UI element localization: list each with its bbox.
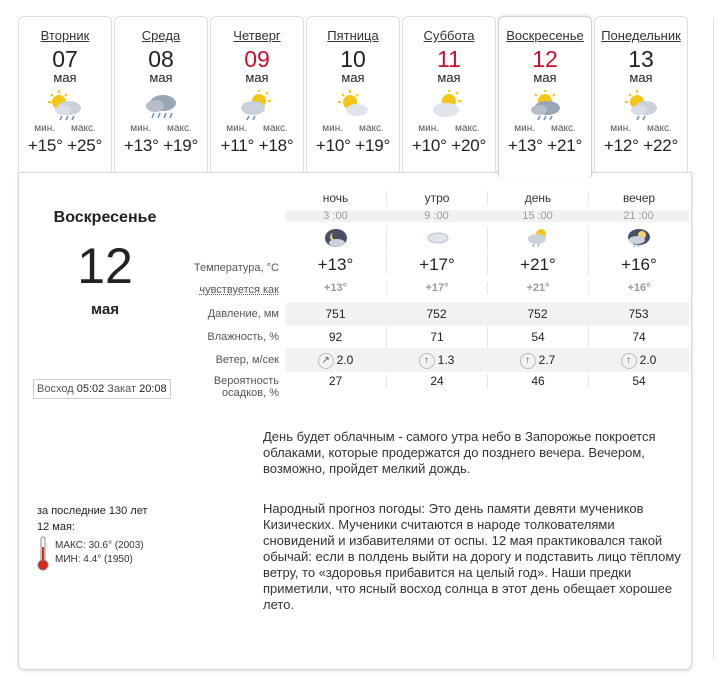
wind-value: 2.7: [538, 353, 556, 367]
sun-cloud-rain-icon: [19, 89, 111, 123]
humidity-label: Влажность, %: [207, 331, 279, 343]
sunset-label: Закат: [107, 383, 137, 395]
pressure-value: 752: [426, 307, 447, 321]
day-tab-2[interactable]: [210, 16, 304, 171]
day-number: 12: [532, 46, 558, 72]
day-number: 13: [628, 46, 654, 72]
wind-value: 2.0: [639, 353, 657, 367]
temp-value: +17°: [386, 255, 487, 275]
feels-row: [169, 279, 689, 303]
wind-value: 1.3: [437, 353, 455, 367]
temp-value: +13°: [317, 255, 354, 274]
max-label: макс.: [167, 123, 192, 134]
max-label: макс.: [647, 123, 672, 134]
max-temp: +20°: [451, 136, 487, 155]
max-temp: +18°: [258, 136, 294, 155]
sun-cloud-rain-icon: [499, 89, 591, 123]
day-name[interactable]: Воскресенье: [506, 28, 584, 43]
max-label: макс.: [263, 123, 288, 134]
day-name[interactable]: Пятница: [327, 28, 379, 43]
day-month: мая: [149, 70, 173, 85]
max-label: макс.: [455, 123, 480, 134]
sunrise-sunset: [33, 379, 171, 399]
history-max: МАКС: 30.6° (2003): [55, 540, 144, 551]
max-temp: +19°: [163, 136, 199, 155]
history-block: [37, 503, 148, 571]
max-label: макс.: [551, 123, 576, 134]
max-temp: +21°: [547, 136, 583, 155]
day-number: 09: [244, 46, 270, 72]
feels-value: +21°: [487, 282, 588, 294]
sun-cloud-icon: [307, 89, 399, 123]
precip-label: [169, 375, 279, 399]
humidity-value: 54: [487, 326, 588, 348]
sun-cloud-rain-icon: [487, 227, 588, 254]
max-temp: +19°: [355, 136, 391, 155]
period-name: вечер: [588, 191, 689, 205]
min-label: мин.: [226, 123, 248, 134]
pressure-value: 751: [325, 307, 346, 321]
wind-direction-icon: ↑: [419, 353, 435, 369]
wind-label: Ветер, м/сек: [215, 354, 279, 366]
period-time: 15 :00: [522, 210, 553, 222]
day-number: 07: [52, 46, 78, 72]
feels-label[interactable]: чувствуется как: [199, 284, 279, 296]
day-month: мая: [629, 70, 653, 85]
day-tab-3[interactable]: [306, 16, 400, 171]
day-tabs: [18, 16, 690, 174]
feels-value: +17°: [386, 282, 487, 294]
min-temp: +10°: [411, 136, 447, 155]
period-time: 3 :00: [323, 210, 348, 222]
min-label: мин.: [610, 123, 632, 134]
min-temp: +10°: [315, 136, 351, 155]
day-tab-1[interactable]: [114, 16, 208, 171]
day-detail-card: [18, 172, 692, 670]
min-label: мин.: [130, 123, 152, 134]
wind-direction-icon: ↑: [621, 353, 637, 369]
min-label: мин.: [514, 123, 536, 134]
sunrise-label: Восход: [37, 383, 74, 395]
min-temp: +12°: [603, 136, 639, 155]
day-number: 11: [437, 46, 461, 72]
day-name[interactable]: Среда: [141, 28, 181, 43]
min-temp: +13°: [123, 136, 159, 155]
wind-direction-icon: ↗: [318, 353, 334, 369]
sun-cloud-rain-icon: [595, 89, 687, 123]
moon-cloud-icon: [285, 227, 386, 254]
humidity-value: 74: [588, 326, 689, 348]
temp-value: +21°: [487, 255, 588, 275]
precip-label-line1: Вероятность: [213, 375, 279, 387]
forecast-table: [169, 187, 689, 400]
precip-row: [169, 372, 689, 400]
precip-value: 54: [588, 374, 689, 388]
day-number: 10: [340, 46, 366, 72]
min-temp: +15°: [27, 136, 63, 155]
thermometer-icon: [37, 535, 49, 571]
day-name[interactable]: Суббота: [423, 28, 475, 43]
day-month: мая: [53, 70, 77, 85]
max-temp: +22°: [643, 136, 679, 155]
selected-day-number: 12: [77, 238, 133, 294]
max-label: макс.: [359, 123, 384, 134]
precip-value: 24: [386, 374, 487, 388]
humidity-value: 92: [328, 330, 343, 344]
day-tab-5-active[interactable]: [498, 16, 592, 177]
sunrise-time: 05:02: [76, 383, 105, 395]
temperature-row: [169, 253, 689, 279]
period-time: 21 :00: [623, 210, 654, 222]
day-month: мая: [245, 70, 269, 85]
humidity-value: 71: [386, 326, 487, 348]
sun-cloud-icon: [403, 89, 495, 123]
selected-day-name: Воскресенье: [53, 209, 157, 226]
precip-label-line2: осадков, %: [222, 387, 279, 399]
day-name[interactable]: Понедельник: [601, 28, 681, 43]
cloud-icon: [386, 227, 487, 254]
pressure-value: 752: [527, 307, 548, 321]
day-description: День будет облачным - самого утра небо в Запорожье покроется облаками, которые продержатся до позднего вечера. Вечером, возможно, пройдет мелкий дождь.: [263, 429, 656, 476]
min-label: мин.: [418, 123, 440, 134]
day-tab-4[interactable]: [402, 16, 496, 171]
wind-row: [169, 348, 689, 372]
max-temp: +25°: [67, 136, 103, 155]
folk-text: Это день памяти девяти мучеников Кизических. Мученики считаются в народе толкователями сновидений и избавителями от оспы. 12 мая практиковался такой обычай: если в полдень выйти на дорогу и подставить лицо тёплому ветру, то «здоровья прибавится на целый год». Наши предки приметили, что ясный восход солнца в этот день обещает хорошее лето.: [263, 501, 681, 612]
cloud-rain-icon: [115, 89, 207, 123]
history-line1: за последние 130 лет: [37, 505, 148, 517]
precip-value: 46: [487, 374, 588, 388]
right-edge-border: [713, 18, 718, 658]
history-line2: 12 мая:: [37, 521, 75, 533]
humidity-row: [169, 326, 689, 348]
folk-forecast: [263, 501, 683, 613]
day-name[interactable]: Вторник: [40, 28, 90, 43]
feels-value: +16°: [588, 282, 689, 294]
precip-value: 27: [328, 374, 343, 388]
temp-value: +16°: [588, 255, 689, 275]
wind-direction-icon: ↑: [520, 353, 536, 369]
sun-cloud-rain-icon: [211, 89, 303, 123]
period-name: утро: [386, 191, 487, 205]
time-row: [169, 209, 689, 225]
selected-day-month: мая: [91, 301, 119, 318]
period-row: [169, 187, 689, 209]
min-label: мин.: [322, 123, 344, 134]
day-month: мая: [341, 70, 365, 85]
day-tab-0[interactable]: [18, 16, 112, 171]
moon-cloud-rain-icon: [588, 227, 689, 254]
min-label: мин.: [34, 123, 56, 134]
pressure-row: [169, 303, 689, 326]
pressure-value: 753: [628, 307, 649, 321]
min-temp: +11°: [220, 136, 255, 155]
history-min: МИН: 4.4° (1950): [55, 554, 133, 565]
period-name: день: [487, 191, 588, 205]
period-name: ночь: [322, 191, 349, 205]
max-label: макс.: [71, 123, 96, 134]
day-month: мая: [437, 70, 461, 85]
temperature-label: Температура, °С: [193, 262, 279, 274]
pressure-label: Давление, мм: [207, 308, 279, 320]
feels-value: +13°: [323, 282, 348, 294]
period-time: 9 :00: [424, 210, 449, 222]
wind-value: 2.0: [336, 353, 354, 367]
icon-row: [169, 225, 689, 253]
day-number: 08: [148, 46, 174, 72]
min-temp: +13°: [507, 136, 543, 155]
day-month: мая: [533, 70, 557, 85]
folk-title: Народный прогноз погоды:: [263, 501, 426, 516]
day-name[interactable]: Четверг: [233, 28, 281, 43]
sunset-time: 20:08: [139, 383, 167, 395]
day-tab-6[interactable]: [594, 16, 688, 171]
